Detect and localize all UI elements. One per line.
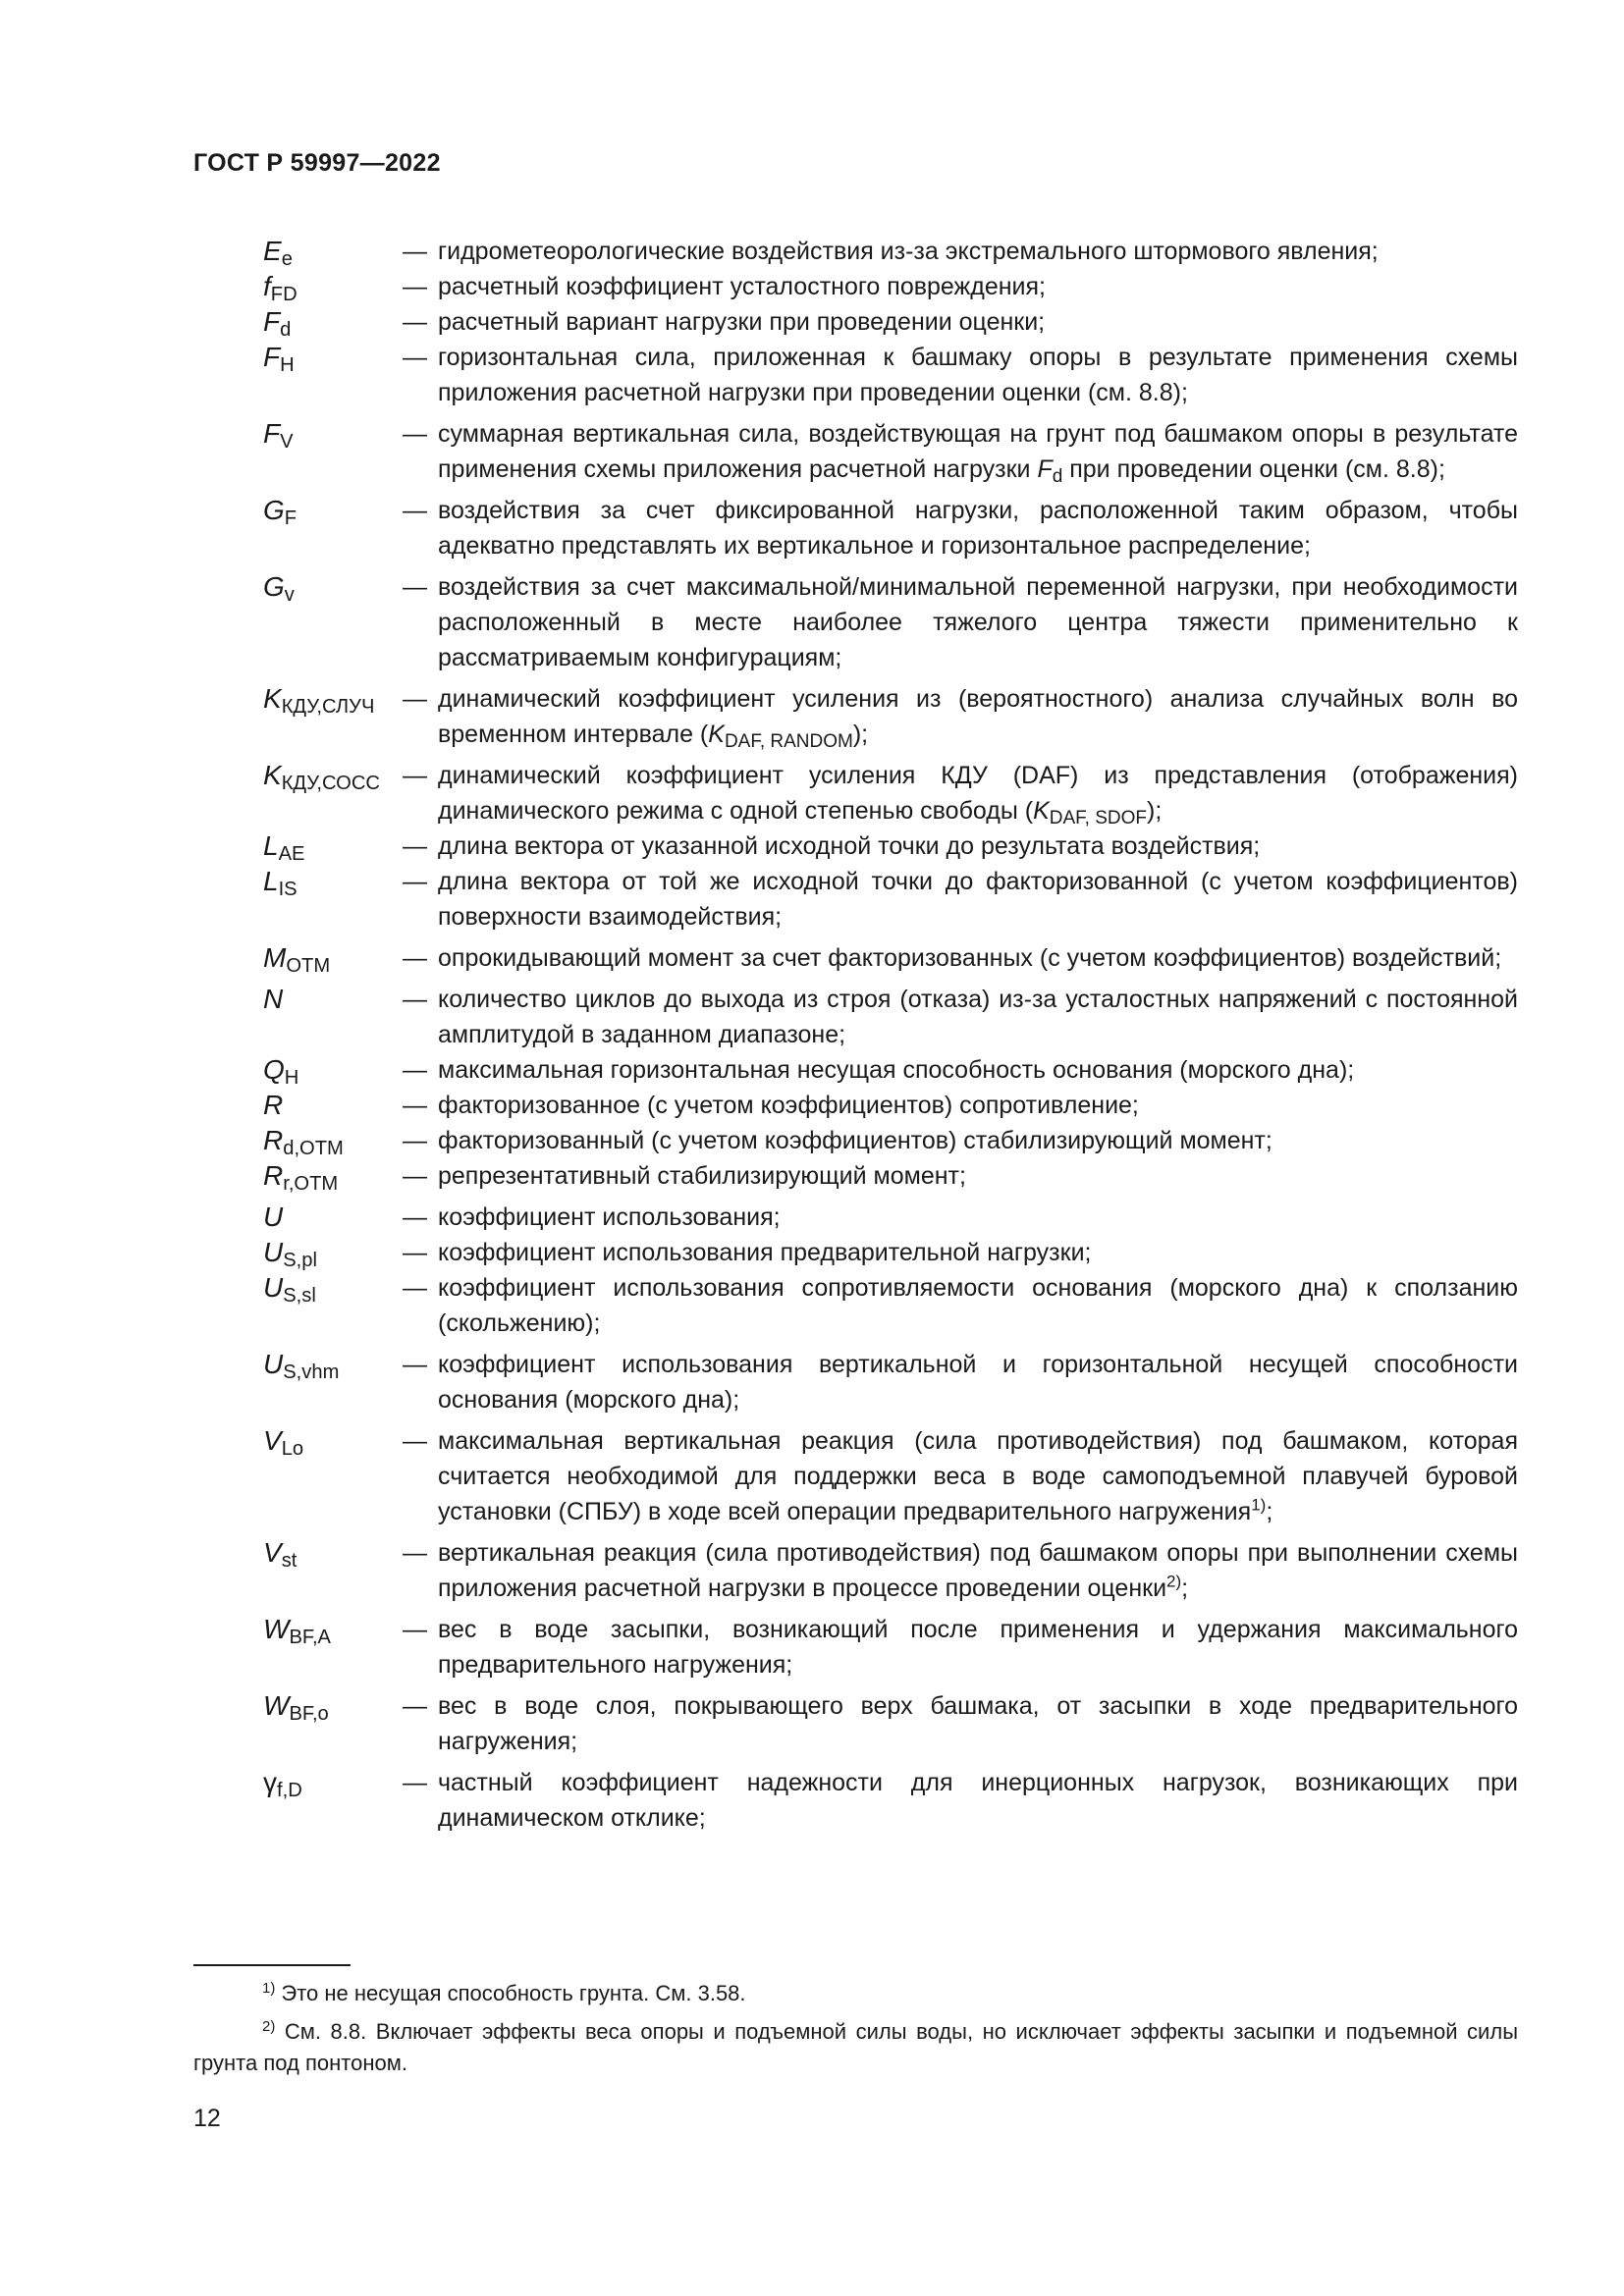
definition-text-part: суммарная вертикальная сила, воздействующая на грунт под башмаком опоры в результате применения схемы приложения расчетной нагрузки	[438, 420, 1518, 483]
definition-text: частный коэффициент надежности для инерционных нагрузок, возникающих при динамическом отклике;	[438, 1769, 1518, 1832]
definition-text: расчетный коэффициент усталостного повреждения;	[438, 273, 1046, 300]
footnote-1-marker: 1)	[262, 1979, 276, 1997]
symbol-subscript: КДУ,СЛУЧ	[281, 696, 375, 719]
footnote-2-text: См. 8.8. Включает эффекты веса опоры и подъемной силы воды, но исключает эффекты засыпки и подъемной силы грунта под понтоном.	[193, 2019, 1518, 2075]
inline-symbol-subscript: DAF, SDOF	[1049, 807, 1148, 828]
definition-dash: —	[403, 1092, 427, 1119]
definitions-list	[263, 234, 1518, 1836]
inline-symbol-subscript: DAF, RANDOM	[724, 730, 853, 752]
definition-dash: —	[403, 1539, 427, 1567]
symbol-base: W	[263, 1690, 290, 1721]
definition-text: факторизованное (с учетом коэффициентов) сопротивление;	[438, 1092, 1139, 1119]
definition-dash: —	[403, 344, 427, 371]
definition-row	[263, 758, 1518, 828]
symbol-base: N	[263, 984, 284, 1014]
symbol-base: V	[263, 1425, 282, 1456]
symbol-subscript: r,OTM	[283, 1173, 339, 1196]
definition-symbol	[263, 1052, 403, 1088]
definition-text: вес в воде засыпки, возникающий после применения и удержания максимального предварительного нагружения;	[438, 1616, 1518, 1679]
definition-text: факторизованный (с учетом коэффициентов) стабилизирующий момент;	[438, 1127, 1272, 1154]
symbol-base: F	[263, 306, 281, 337]
footnotes	[193, 1978, 1518, 2086]
definition-symbol	[263, 828, 403, 864]
symbol-base: E	[263, 236, 282, 266]
definition-text: длина вектора от той же исходной точки до факторизованной (с учетом коэффициентов) поверхности взаимодействия;	[438, 868, 1518, 931]
definition-symbol	[263, 1765, 403, 1836]
definition-text: расчетный вариант нагрузки при проведении оценки;	[438, 308, 1046, 336]
definition-row	[263, 1235, 1518, 1270]
definition-symbol	[263, 681, 403, 752]
definition-text: репрезентативный стабилизирующий момент;	[438, 1162, 966, 1190]
definition-text: опрокидывающий момент за счет факторизованных (с учетом коэффициентов) воздействий;	[438, 944, 1502, 972]
symbol-subscript: FD	[270, 284, 298, 306]
definition-symbol	[263, 982, 403, 1052]
symbol-subscript: S,pl	[283, 1250, 317, 1272]
symbol-subscript: S,vhm	[283, 1362, 340, 1384]
definition-text: воздействия за счет фиксированной нагрузки, расположенной таким образом, чтобы адекватно представлять их вертикальное и горизонтальное распределение;	[438, 497, 1518, 560]
definition-dash: —	[403, 273, 427, 300]
symbol-subscript: OTM	[286, 955, 331, 978]
definition-row	[263, 681, 1518, 752]
definition-text-part: при проведении оценки (см. 8.8);	[1062, 455, 1445, 483]
symbol-base: U	[263, 1201, 284, 1232]
symbol-base: V	[263, 1537, 282, 1568]
symbol-subscript: v	[284, 584, 295, 607]
symbol-subscript: S,sl	[283, 1285, 316, 1308]
definition-dash: —	[403, 868, 427, 895]
definition-dash: —	[403, 1692, 427, 1720]
definition-row	[263, 940, 1518, 976]
document-header: ГОСТ Р 59997—2022	[193, 149, 441, 177]
definition-text-part: вертикальная реакция (сила противодействия) под башмаком опоры при выполнении схемы приложения расчетной нагрузки в процессе проведении оценки	[438, 1539, 1518, 1602]
definition-row	[263, 1535, 1518, 1606]
definition-text-part: динамический коэффициент усиления КДУ (DAF) из представления (отображения) динамического режима с одной степенью свободы (	[438, 762, 1518, 825]
symbol-subscript: f,D	[277, 1780, 302, 1802]
definition-symbol	[263, 1688, 403, 1759]
symbol-base: R	[263, 1125, 284, 1155]
definition-row	[263, 1158, 1518, 1194]
definition-text: воздействия за счет максимальной/минимальной переменной нагрузки, при необходимости расположенный в месте наиболее тяжелого центра тяжести применительно к рассматриваемым конфигурациям;	[438, 573, 1518, 671]
definition-text-part: ;	[1266, 1498, 1273, 1525]
symbol-base: K	[263, 760, 282, 790]
definition-symbol	[263, 1123, 403, 1158]
footnote-2	[193, 2016, 1518, 2079]
definition-row	[263, 304, 1518, 340]
definition-text-part: ;	[1181, 1575, 1189, 1602]
definition-text: гидрометеорологические воздействия из-за экстремального штормового явления;	[438, 238, 1379, 265]
definition-row	[263, 1347, 1518, 1417]
definition-text: максимальная горизонтальная несущая способность основания (морского дна);	[438, 1056, 1355, 1084]
definition-symbol	[263, 758, 403, 828]
symbol-base: U	[263, 1349, 284, 1379]
definition-row	[263, 1088, 1518, 1123]
definition-text	[438, 1535, 1518, 1606]
definition-row	[263, 340, 1518, 410]
definition-symbol	[263, 340, 403, 410]
definition-symbol	[263, 1423, 403, 1529]
definition-text: горизонтальная сила, приложенная к башмаку опоры в результате применения схемы приложения расчетной нагрузки при проведении оценки (см. 8.8);	[438, 344, 1518, 406]
symbol-base: M	[263, 942, 287, 973]
definition-dash: —	[403, 1239, 427, 1266]
definition-row	[263, 493, 1518, 563]
definition-symbol	[263, 1535, 403, 1606]
definition-row	[263, 1200, 1518, 1235]
definition-symbol	[263, 1235, 403, 1270]
symbol-subscript: BF,A	[289, 1627, 332, 1649]
symbol-base: F	[263, 418, 281, 449]
inline-symbol: F	[1037, 455, 1053, 483]
symbol-base: γ	[263, 1767, 277, 1797]
symbol-subscript: IS	[278, 879, 298, 901]
inline-symbol: K	[1033, 797, 1050, 825]
definition-symbol	[263, 940, 403, 976]
definition-dash: —	[403, 832, 427, 860]
definition-row	[263, 1423, 1518, 1529]
definition-dash: —	[403, 238, 427, 265]
definition-text: коэффициент использования;	[438, 1203, 781, 1231]
definition-dash: —	[403, 497, 427, 524]
definition-text	[438, 758, 1518, 828]
symbol-base: Q	[263, 1054, 285, 1085]
definition-row	[263, 234, 1518, 269]
definition-symbol	[263, 234, 403, 269]
definition-row	[263, 828, 1518, 864]
definition-text: длина вектора от указанной исходной точки до результата воздействия;	[438, 832, 1261, 860]
footnote-2-marker: 2)	[262, 2017, 276, 2035]
definition-text: коэффициент использования предварительной нагрузки;	[438, 1239, 1092, 1266]
definition-dash: —	[403, 1427, 427, 1455]
definition-dash: —	[403, 1769, 427, 1796]
definition-symbol	[263, 493, 403, 563]
footnote-1-text: Это не несущая способность грунта. См. 3.58.	[275, 1981, 746, 2005]
definition-symbol	[263, 1347, 403, 1417]
definition-row	[263, 1688, 1518, 1759]
definition-text: коэффициент использования вертикальной и горизонтальной несущей способности основания (морского дна);	[438, 1351, 1518, 1414]
symbol-subscript: d	[280, 319, 292, 342]
definition-symbol	[263, 1612, 403, 1682]
symbol-base: W	[263, 1614, 290, 1644]
symbol-subscript: AE	[278, 843, 305, 866]
symbol-base: U	[263, 1272, 284, 1303]
definition-row	[263, 1270, 1518, 1341]
definition-dash: —	[403, 1616, 427, 1643]
definition-text	[438, 1423, 1518, 1529]
symbol-subscript: d,OTM	[283, 1138, 344, 1160]
symbol-subscript: V	[280, 431, 294, 454]
symbol-subscript: КДУ,СОСС	[281, 773, 380, 795]
definition-text-part: динамический коэффициент усиления из (вероятностного) анализа случайных волн во временном интервале (	[438, 685, 1518, 748]
definition-dash: —	[403, 1162, 427, 1190]
symbol-base: G	[263, 571, 285, 602]
definition-row	[263, 416, 1518, 487]
definition-symbol	[263, 416, 403, 487]
definition-row	[263, 1052, 1518, 1088]
definition-symbol	[263, 269, 403, 304]
definition-dash: —	[403, 685, 427, 713]
symbol-base: R	[263, 1090, 284, 1120]
definition-text-part: );	[852, 721, 869, 748]
definition-symbol	[263, 1088, 403, 1123]
definition-row	[263, 1123, 1518, 1158]
footnote-ref: 2)	[1166, 1572, 1182, 1591]
inline-symbol: K	[708, 721, 725, 748]
definition-text: вес в воде слоя, покрывающего верх башмака, от засыпки в ходе предварительного нагружения;	[438, 1692, 1518, 1755]
footnote-1	[193, 1978, 1518, 2009]
definition-dash: —	[403, 944, 427, 972]
definition-dash: —	[403, 1203, 427, 1231]
definition-symbol	[263, 304, 403, 340]
definition-text	[438, 416, 1518, 487]
symbol-subscript: F	[284, 507, 298, 530]
definition-dash: —	[403, 1351, 427, 1378]
symbol-subscript: BF,o	[289, 1703, 329, 1726]
definition-row	[263, 269, 1518, 304]
symbol-subscript: H	[284, 1067, 299, 1090]
definition-row	[263, 569, 1518, 675]
definition-dash: —	[403, 986, 427, 1013]
definition-dash: —	[403, 1056, 427, 1084]
inline-symbol-subscript: d	[1052, 465, 1063, 487]
symbol-subscript: e	[281, 248, 293, 271]
definition-symbol	[263, 1200, 403, 1235]
definition-text: коэффициент использования сопротивляемости основания (морского дна) к сползанию (скольжению);	[438, 1274, 1518, 1337]
definition-row	[263, 1765, 1518, 1836]
symbol-base: K	[263, 683, 282, 714]
symbol-base: L	[263, 830, 279, 861]
definition-dash: —	[403, 1127, 427, 1154]
definition-text: количество циклов до выхода из строя (отказа) из-за усталостных напряжений с постоянной амплитудой в заданном диапазоне;	[438, 986, 1518, 1048]
definition-row	[263, 1612, 1518, 1682]
definition-text-part: );	[1147, 797, 1163, 825]
definition-text	[438, 681, 1518, 752]
symbol-base: f	[263, 271, 271, 301]
symbol-base: U	[263, 1237, 284, 1267]
symbol-subscript: H	[280, 354, 295, 377]
page-number: 12	[193, 2105, 221, 2132]
definition-row	[263, 864, 1518, 934]
definition-symbol	[263, 1158, 403, 1194]
definition-dash: —	[403, 420, 427, 448]
definition-row	[263, 982, 1518, 1052]
symbol-base: F	[263, 342, 281, 372]
definition-text-part: максимальная вертикальная реакция (сила противодействия) под башмаком, которая считается необходимой для поддержки веса в воде самоподъемной плавучей буровой установки (СПБУ) в ходе всей операции предварительного нагружения	[438, 1427, 1518, 1525]
symbol-base: R	[263, 1160, 284, 1191]
definition-symbol	[263, 864, 403, 934]
symbol-base: L	[263, 866, 279, 896]
symbol-subscript: st	[281, 1550, 298, 1573]
definition-dash: —	[403, 762, 427, 789]
footnote-ref: 1)	[1251, 1495, 1267, 1515]
definition-dash: —	[403, 308, 427, 336]
definition-dash: —	[403, 1274, 427, 1302]
definition-symbol	[263, 569, 403, 675]
footnote-divider	[193, 1964, 351, 1966]
definition-symbol	[263, 1270, 403, 1341]
symbol-base: G	[263, 495, 285, 525]
symbol-subscript: Lo	[281, 1438, 304, 1461]
definition-dash: —	[403, 573, 427, 601]
